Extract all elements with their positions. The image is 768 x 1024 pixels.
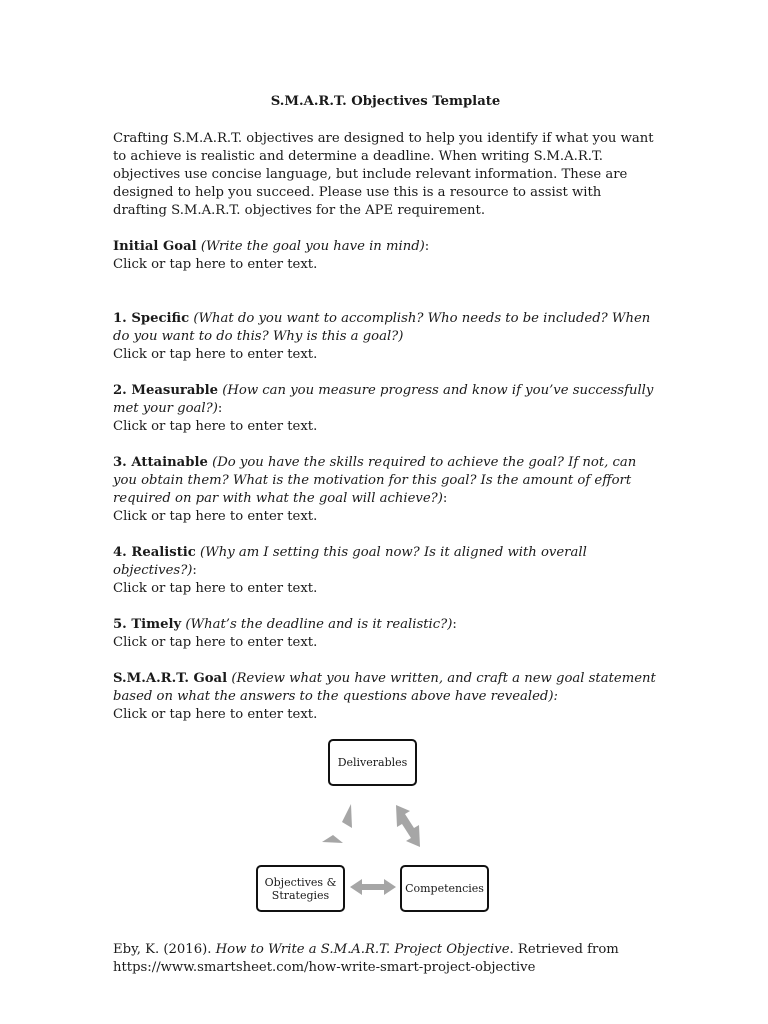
section-label: 4. Realistic bbox=[113, 545, 196, 560]
page-title: S.M.A.R.T. Objectives Template bbox=[270, 94, 501, 109]
competencies-label: Competencies bbox=[405, 882, 484, 895]
section-realistic: 4. Realistic (Why am I setting this goal now? Is it aligned with overall objectives?): Click or tap here to enter text. bbox=[113, 544, 658, 598]
objectives-label-line1: Objectives & bbox=[264, 875, 337, 889]
section-hint: (Do you have the skills required to achieve the goal? If not, can you obtain them? What is the motivation for this goal? Is the amount of effort required on par with what the goal will achieve?) bbox=[113, 455, 637, 506]
section-label: 2. Measurable bbox=[113, 383, 219, 398]
section-measurable: 2. Measurable (How can you measure progress and know if you’ve successfully met your goal?): Click or tap here to enter text. bbox=[113, 382, 658, 436]
objectives-label-line2: Strategies bbox=[271, 888, 330, 902]
section-hint: (What’s the deadline and is it realistic?) bbox=[185, 617, 453, 632]
double-arrow-right-diagonal bbox=[396, 805, 420, 847]
attainable-field[interactable]: Click or tap here to enter text. bbox=[113, 509, 318, 524]
timely-field[interactable]: Click or tap here to enter text. bbox=[113, 635, 318, 650]
section-hint: (Why am I setting this goal now? Is it aligned with overall objectives?) bbox=[113, 545, 587, 578]
smart-goal-field[interactable]: Click or tap here to enter text. bbox=[113, 707, 318, 722]
objectives-strategies-box bbox=[256, 865, 345, 912]
section-hint: (What do you want to accomplish? Who needs to be included? When do you want to do this? Why is this a goal?) bbox=[113, 311, 651, 344]
deliverables-box bbox=[328, 739, 417, 786]
section-label: S.M.A.R.T. Goal bbox=[113, 671, 228, 686]
section-hint: (Review what you have written, and craft a new goal statement based on what the answers to the questions above have revealed): bbox=[113, 671, 656, 704]
section-hint: (Write the goal you have in mind) bbox=[200, 239, 425, 254]
smart-cycle-diagram bbox=[250, 735, 500, 920]
section-hint: (How can you measure progress and know if you’ve successfully met your goal?) bbox=[113, 383, 654, 416]
specific-field[interactable]: Click or tap here to enter text. bbox=[113, 347, 318, 362]
section-attainable: 3. Attainable (Do you have the skills required to achieve the goal? If not, can you obtain them? What is the motivation for this goal? Is the amount of effort required on par with what the goal will achieve?): Click or tap here to enter text. bbox=[113, 454, 658, 526]
initial-goal-field[interactable]: Click or tap here to enter text. bbox=[113, 257, 318, 272]
section-label: 3. Attainable bbox=[113, 455, 208, 470]
citation-url[interactable]: https://www.smartsheet.com/how-write-smart-project-objective bbox=[113, 960, 536, 975]
citation-prefix: Eby, K. (2016). bbox=[113, 942, 216, 957]
deliverables-label: Deliverables bbox=[337, 756, 408, 769]
citation-title: How to Write a S.M.A.R.T. Project Objective bbox=[215, 942, 510, 957]
citation bbox=[113, 941, 673, 977]
section-label: Initial Goal bbox=[113, 239, 197, 254]
measurable-field[interactable]: Click or tap here to enter text. bbox=[113, 419, 318, 434]
intro-paragraph: Crafting S.M.A.R.T. objectives are designed to help you identify if what you want to achieve is realistic and determine a deadline. When writing S.M.A.R.T. objectives use concise language, but include relevant information. These are designed to help you succeed. Please use this is a resource to assist with drafting S.M.A.R.T. objectives for the APE requirement. bbox=[113, 131, 654, 218]
realistic-field[interactable]: Click or tap here to enter text. bbox=[113, 581, 318, 596]
document-body bbox=[113, 93, 658, 724]
double-arrow-horizontal bbox=[350, 879, 396, 895]
section-smart-goal bbox=[113, 670, 658, 724]
section-timely: 5. Timely (What’s the deadline and is it realistic?): Click or tap here to enter text. bbox=[113, 616, 658, 652]
citation-suffix: . Retrieved from bbox=[509, 942, 619, 957]
section-specific bbox=[113, 310, 658, 364]
section-label: 1. Specific bbox=[113, 311, 190, 326]
section-label: 5. Timely bbox=[113, 617, 182, 632]
competencies-box bbox=[400, 865, 489, 912]
section-initial-goal: Initial Goal (Write the goal you have in mind): Click or tap here to enter text. bbox=[113, 238, 658, 274]
